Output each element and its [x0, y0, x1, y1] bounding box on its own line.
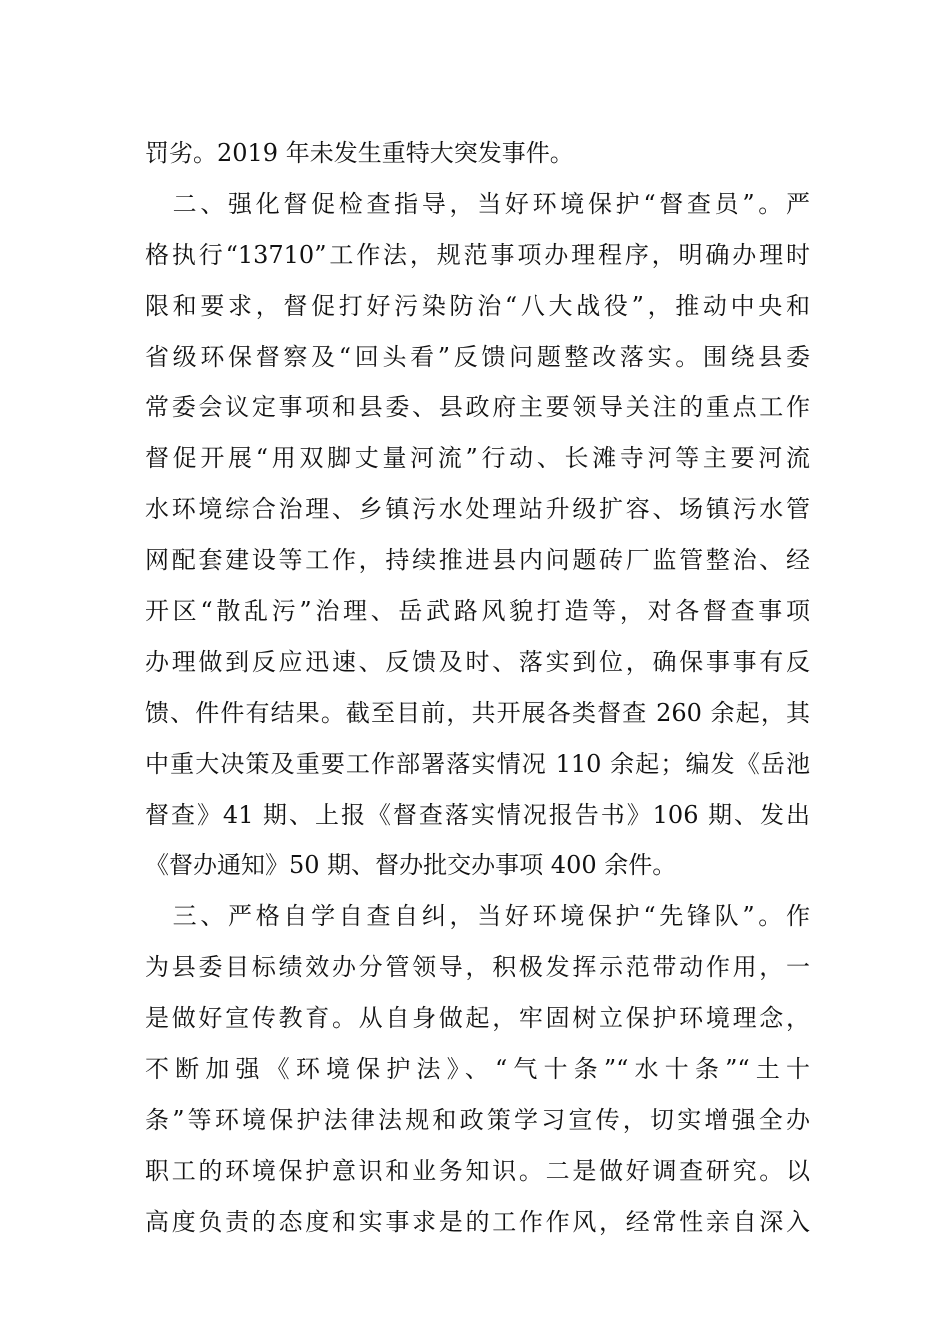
text-line-9: 网配套建设等工作，持续推进县内问题砖厂监管整治、经 — [145, 546, 810, 575]
text-line-13: 中重大决策及重要工作部署落实情况 110 余起；编发《岳池 — [145, 749, 810, 778]
text-line-21: 职工的环境保护意识和业务知识。二是做好调查研究。以 — [145, 1156, 810, 1185]
text-line-10: 开区“散乱污”治理、岳武路风貌打造等，对各督查事项 — [145, 597, 810, 626]
text-line-15: 《督办通知》50 期、督办批交办事项 400 余件。 — [145, 851, 677, 880]
text-line-22: 高度负责的态度和实事求是的工作作风，经常性亲自深入 — [145, 1207, 810, 1236]
body-text — [145, 128, 810, 1248]
text-line-20: 条”等环境保护法律法规和政策学习宣传，切实增强全办 — [145, 1105, 810, 1134]
text-line-19: 不断加强《环境保护法》、“气十条”“水十条”“土十 — [145, 1055, 810, 1084]
text-line-17: 为县委目标绩效办分管领导，积极发挥示范带动作用，一 — [145, 953, 810, 982]
text-line-18: 是做好宣传教育。从自身做起，牢固树立保护环境理念， — [145, 1004, 810, 1033]
text-line-11: 办理做到反应迅速、反馈及时、落实到位，确保事事有反 — [145, 647, 810, 676]
text-line-4: 限和要求，督促打好污染防治“八大战役”，推动中央和 — [145, 291, 810, 320]
text-line-14: 督查》41 期、上报《督查落实情况报告书》106 期、发出 — [145, 800, 810, 829]
text-line-6: 常委会议定事项和县委、县政府主要领导关注的重点工作 — [145, 393, 810, 422]
text-line-8: 水环境综合治理、乡镇污水处理站升级扩容、场镇污水管 — [145, 495, 810, 524]
text-line-1: 罚劣。2019 年未发生重特大突发事件。 — [145, 139, 574, 167]
text-line-7: 督促开展“用双脚丈量河流”行动、长滩寺河等主要河流 — [145, 444, 810, 473]
text-line-16: 三、严格自学自查自纠，当好环境保护“先锋队”。作 — [145, 902, 810, 931]
text-line-2: 二、强化督促检查指导，当好环境保护“督查员”。严 — [145, 189, 810, 218]
text-line-12: 馈、件件有结果。截至目前，共开展各类督查 260 余起，其 — [145, 698, 810, 727]
text-line-5: 省级环保督察及“回头看”反馈问题整改落实。围绕县委 — [145, 342, 810, 371]
text-line-3: 格执行“13710”工作法，规范事项办理程序，明确办理时 — [145, 240, 810, 269]
